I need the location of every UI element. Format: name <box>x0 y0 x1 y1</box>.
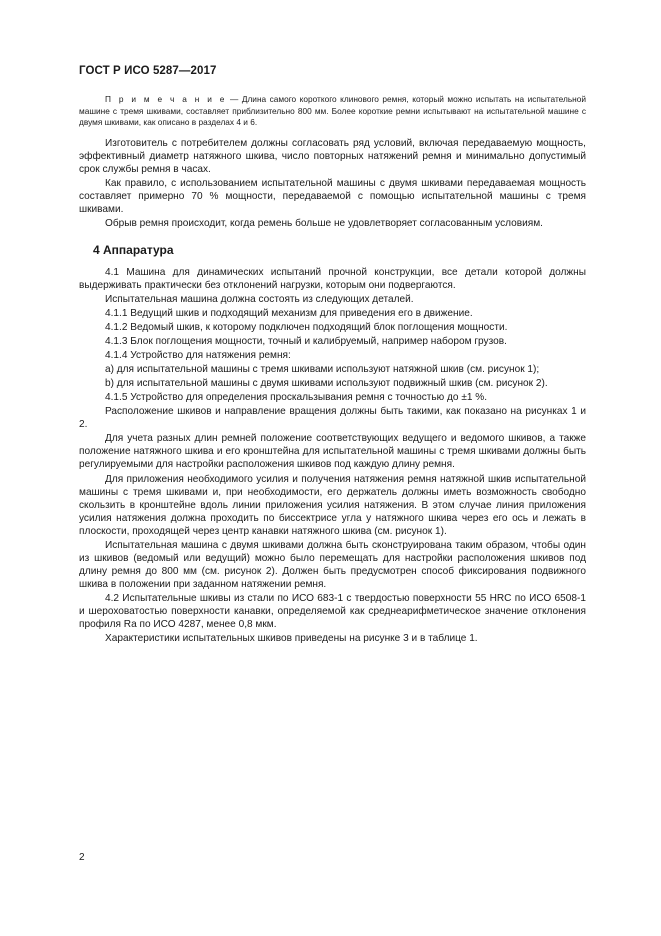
intro-paragraph-power: Как правило, с использованием испытательной машины с двумя шкивами передаваемая мощность составляет примерно 70 % мощности, передаваемой с помощью испытательной машины с тремя шкивами. <box>79 177 586 215</box>
standard-code-header: ГОСТ Р ИСО 5287—2017 <box>79 65 217 77</box>
paragraph-pulley-layout: Расположение шкивов и направление вращения должны быть такими, как показано на рисунках 1 и 2. <box>79 406 586 431</box>
page-body <box>79 94 586 646</box>
paragraph-4-1-4: 4.1.4 Устройство для натяжения ремня: <box>105 350 291 362</box>
paragraph-4-1-2: 4.1.2 Ведомый шкив, к которому подключен подходящий блок поглощения мощности. <box>105 322 508 334</box>
page-number: 2 <box>79 852 85 863</box>
note-text: — Длина самого короткого клинового ремня, который можно испытать на испытательной машине с тремя шкивами, составляет приблизительно 800 мм. Более короткие ремни испытывают на испытательной машине с двумя шкивами, как описано в разделах 4 и 6. <box>79 94 586 127</box>
paragraph-4-1: 4.1 Машина для динамических испытаний прочной конструкции, все детали которой должны выдерживать практически без отклонений нагрузки, которым они подвергаются. <box>79 266 586 291</box>
note-label: П р и м е ч а н и е <box>105 94 227 104</box>
paragraph-tension-force: Для приложения необходимого усилия и получения натяжения ремня натяжной шкив испытательной машины с тремя шкивами и, при необходимости, его держатель должны иметь возможность свободно скользить в кронштейне вдоль линии приложения усилия натяжения. В этом случае линия приложения усилия натяжения должна проходить по биссектрисе угла у натяжного шкива через его ось и лежать в плоскости, проходящей через центр канавки натяжного шкива (см. рисунок 1). <box>79 473 586 537</box>
paragraph-pulley-characteristics: Характеристики испытательных шкивов приведены на рисунке 3 и в таблице 1. <box>105 633 478 645</box>
list-item-b: b) для испытательной машины с двумя шкивами используют подвижный шкив (см. рисунок 2). <box>105 378 548 390</box>
intro-paragraph-agreement: Изготовитель с потребителем должны согласовать ряд условий, включая передаваемую мощность, эффективный диаметр натяжного шкива, число повторных натяжений ремня и минимально допустимый срок службы ремня в часах. <box>79 137 586 175</box>
paragraph-two-pulley-machine: Испытательная машина с двумя шкивами должна быть сконструирована таким образом, чтобы один из шкивов (ведомый или ведущий) можно было перемещать для настройки расположения шкивов под длину ремня до 800 мм (см. рисунок 2). Должен быть предусмотрен способ фиксирования подвижного шкива в положении при заданном натяжении ремня. <box>79 539 586 590</box>
paragraph-machine-parts: Испытательная машина должна состоять из следующих деталей. <box>105 293 414 305</box>
paragraph-belt-lengths: Для учета разных длин ремней положение соответствующих ведущего и ведомого шкивов, а также положение натяжного шкива и его кронштейна для испытательной машины с тремя шкивами должны быть регулируемыми для настройки расположения шкивов под каждую длину ремня. <box>79 433 586 471</box>
paragraph-4-2: 4.2 Испытательные шкивы из стали по ИСО 683-1 с твердостью поверхности 55 HRC по ИСО 6508-1 и шероховатостью поверхности канавки, определяемой как среднеарифметическое значение отклонения профиля Ra по ИСО 4287, менее 0,8 мкм. <box>79 592 586 631</box>
list-item-a: a) для испытательной машины с тремя шкивами используют натяжной шкив (см. рисунок 1); <box>105 364 540 376</box>
paragraph-4-1-3: 4.1.3 Блок поглощения мощности, точный и калибруемый, например набором грузов. <box>105 336 507 348</box>
section-heading-apparatus: 4 Аппаратура <box>93 242 174 257</box>
note-paragraph <box>79 94 586 129</box>
paragraph-4-1-5: 4.1.5 Устройство для определения проскальзывания ремня с точностью до ±1 %. <box>105 392 488 404</box>
intro-paragraph-failure: Обрыв ремня происходит, когда ремень больше не удовлетворяет согласованным условиям. <box>105 217 543 229</box>
paragraph-4-1-1: 4.1.1 Ведущий шкив и подходящий механизм для приведения его в движение. <box>105 307 473 319</box>
